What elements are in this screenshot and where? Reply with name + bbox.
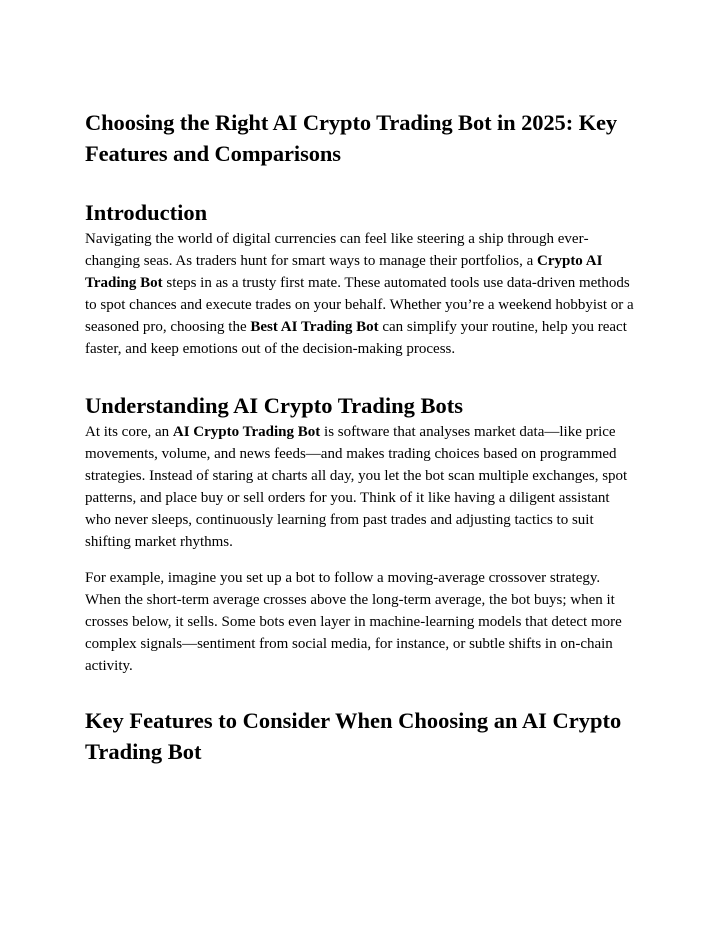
understanding-paragraph-1 xyxy=(85,421,637,553)
key-features-heading: Key Features to Consider When Choosing an AI Crypto Trading Bot xyxy=(85,708,622,764)
document-page xyxy=(85,107,637,767)
understanding-paragraph-2: For example, imagine you set up a bot to follow a moving‐average crossover strategy. When the short‐term average crosses above the long‐term average, the bot buys; when it crosses below, it sells. Some bots even layer in machine‐learning models that detect more complex signals—sentiment from social media, for instance, or subtle shifts in on‐chain activity. xyxy=(85,570,622,674)
understanding-text-1: At its core, an xyxy=(85,424,173,440)
intro-text-3: can simplify your routine, help you react faster, and keep emotions out of the decision‐making process. xyxy=(85,319,627,357)
introduction-paragraph xyxy=(85,228,637,360)
intro-bold-best-ai-trading-bot: Best AI Trading Bot xyxy=(250,319,379,335)
document-title: Choosing the Right AI Crypto Trading Bot in 2025: Key Features and Comparisons xyxy=(85,110,618,166)
intro-text-2: steps in as a trusty first mate. These automated tools use data‐driven methods to spot chances and execute trades on your behalf. Whether you’re a weekend hobbyist or a seasoned pro, choosing the xyxy=(85,275,634,335)
understanding-heading: Understanding AI Crypto Trading Bots xyxy=(85,393,463,418)
understanding-bold-ai-crypto-trading-bot: AI Crypto Trading Bot xyxy=(172,424,321,440)
introduction-heading: Introduction xyxy=(85,200,208,225)
intro-text-1: Navigating the world of digital currencies can feel like steering a ship through ever‐changing seas. As traders hunt for smart ways to manage their portfolios, a xyxy=(85,231,589,269)
understanding-text-2: is software that analyses market data—like price movements, volume, and news feeds—and makes trading choices based on programmed strategies. Instead of staring at charts all day, you let the bot scan multiple exchanges, spot patterns, and place buy or sell orders for you. Think of it like having a diligent assistant who never sleeps, continuously learning from past trades and adjusting tactics to suit shifting market rhythms. xyxy=(85,424,628,550)
intro-bold-crypto-ai-trading-bot: Crypto AI Trading Bot xyxy=(85,253,603,291)
